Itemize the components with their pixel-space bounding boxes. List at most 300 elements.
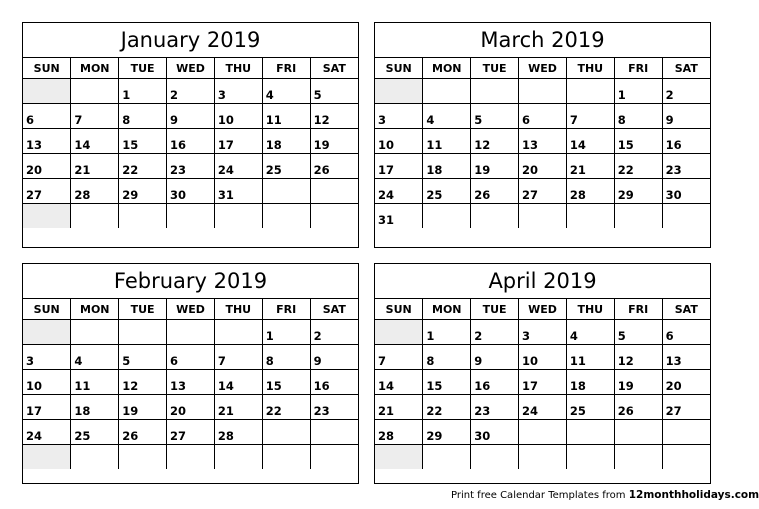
day-number: 24 (26, 429, 43, 443)
day-number: 28 (217, 429, 234, 443)
day-number: 21 (378, 404, 395, 418)
day-number: 28 (74, 188, 91, 202)
day-cell (471, 204, 519, 229)
day-cell (375, 370, 423, 395)
day-cell (71, 179, 119, 204)
day-number: 7 (378, 354, 387, 368)
day-cell (262, 129, 310, 154)
day-cell (119, 395, 167, 420)
day-cell (71, 129, 119, 154)
day-number: 19 (122, 404, 139, 418)
day-number: 3 (522, 329, 531, 343)
day-cell (566, 129, 614, 154)
day-cell (310, 445, 358, 470)
calendar-january (22, 22, 359, 248)
day-number: 23 (665, 163, 682, 177)
day-cell (310, 154, 358, 179)
day-cell (23, 104, 71, 129)
day-cell (662, 204, 710, 229)
day-cell (310, 345, 358, 370)
day-cell (262, 79, 310, 104)
day-cell (519, 204, 567, 229)
weekday-header: SAT (310, 58, 358, 79)
weekday-header-row (23, 299, 358, 320)
day-number: 14 (378, 379, 395, 393)
day-cell (423, 370, 471, 395)
day-cell (214, 104, 262, 129)
weekday-header: TUE (471, 299, 519, 320)
day-number: 19 (474, 163, 491, 177)
day-number: 16 (170, 138, 187, 152)
day-number: 2 (170, 88, 179, 102)
day-number: 28 (378, 429, 395, 443)
day-number: 18 (74, 404, 91, 418)
day-cell (471, 445, 519, 470)
day-cell (375, 345, 423, 370)
day-cell (614, 320, 662, 345)
day-cell (119, 420, 167, 445)
day-cell (423, 79, 471, 104)
day-number: 6 (665, 329, 674, 343)
day-cell (566, 320, 614, 345)
day-cell (471, 79, 519, 104)
day-cell (662, 154, 710, 179)
weekday-header: TUE (471, 58, 519, 79)
day-cell (71, 104, 119, 129)
day-number: 21 (569, 163, 586, 177)
weekday-header: WED (519, 299, 567, 320)
day-number: 15 (426, 379, 443, 393)
day-cell (167, 345, 215, 370)
weekday-header: TUE (119, 58, 167, 79)
day-number (567, 468, 614, 469)
day-number: 30 (474, 429, 491, 443)
weekday-header: SAT (310, 299, 358, 320)
day-cell (23, 320, 71, 345)
day-number: 12 (617, 354, 634, 368)
day-cell (423, 395, 471, 420)
day-number (567, 227, 614, 228)
day-cell (214, 395, 262, 420)
day-number (263, 227, 310, 228)
day-number: 23 (313, 404, 330, 418)
day-number (23, 227, 70, 228)
day-number: 24 (217, 163, 234, 177)
day-cell (262, 320, 310, 345)
day-number: 7 (74, 113, 83, 127)
day-cell (214, 370, 262, 395)
day-number: 8 (426, 354, 435, 368)
day-cell (566, 204, 614, 229)
weekday-header: THU (214, 299, 262, 320)
day-cell (71, 320, 119, 345)
day-cell (262, 395, 310, 420)
day-number (263, 468, 310, 469)
day-number: 8 (617, 113, 626, 127)
weekday-header: SUN (375, 299, 423, 320)
day-cell (423, 345, 471, 370)
day-cell (614, 129, 662, 154)
day-cell (375, 320, 423, 345)
weekday-header: SUN (375, 58, 423, 79)
footer-credit (451, 489, 759, 501)
day-cell (519, 370, 567, 395)
day-number: 21 (217, 404, 234, 418)
weekday-header: SAT (662, 299, 710, 320)
day-number (423, 227, 470, 228)
day-cell (519, 129, 567, 154)
day-number: 17 (26, 404, 43, 418)
day-number (215, 227, 262, 228)
day-cell (167, 179, 215, 204)
day-number: 17 (522, 379, 539, 393)
day-cell (167, 370, 215, 395)
day-cell (23, 370, 71, 395)
day-cell (262, 204, 310, 229)
day-cell (310, 420, 358, 445)
day-cell (167, 420, 215, 445)
day-cell (662, 129, 710, 154)
day-cell (662, 420, 710, 445)
day-number (423, 468, 470, 469)
day-number: 25 (569, 404, 586, 418)
day-number: 26 (313, 163, 330, 177)
day-number: 20 (665, 379, 682, 393)
day-cell (167, 395, 215, 420)
day-cell (423, 104, 471, 129)
day-cell (423, 204, 471, 229)
day-cell (310, 104, 358, 129)
calendar-february (22, 263, 359, 484)
day-cell (167, 129, 215, 154)
weekday-header-row (23, 58, 358, 79)
day-number (519, 468, 566, 469)
day-cell (23, 395, 71, 420)
day-number: 2 (313, 329, 322, 343)
day-number: 24 (522, 404, 539, 418)
week-row (23, 395, 358, 420)
weekday-header: SUN (23, 58, 71, 79)
day-cell (23, 179, 71, 204)
day-cell (310, 370, 358, 395)
day-number (167, 227, 214, 228)
day-cell (214, 204, 262, 229)
day-cell (662, 370, 710, 395)
day-cell (519, 104, 567, 129)
day-cell (310, 320, 358, 345)
day-number: 9 (665, 113, 674, 127)
day-number (311, 468, 358, 469)
day-cell (71, 154, 119, 179)
day-cell (214, 445, 262, 470)
week-row (23, 345, 358, 370)
day-cell (214, 320, 262, 345)
day-cell (262, 370, 310, 395)
day-number: 12 (474, 138, 491, 152)
day-number: 12 (313, 113, 330, 127)
week-row (375, 445, 710, 470)
weekday-header: SAT (662, 58, 710, 79)
week-row (375, 420, 710, 445)
day-number: 7 (217, 354, 226, 368)
day-cell (423, 129, 471, 154)
day-number: 5 (313, 88, 322, 102)
day-cell (23, 445, 71, 470)
day-number: 10 (522, 354, 539, 368)
weekday-header: MON (71, 299, 119, 320)
day-cell (614, 204, 662, 229)
day-number (663, 227, 710, 228)
day-cell (519, 154, 567, 179)
day-number: 4 (569, 329, 578, 343)
day-number: 2 (474, 329, 483, 343)
day-number: 3 (26, 354, 35, 368)
day-cell (262, 179, 310, 204)
day-cell (566, 370, 614, 395)
day-number: 4 (426, 113, 435, 127)
day-cell (423, 420, 471, 445)
day-number: 27 (170, 429, 187, 443)
day-number: 20 (26, 163, 43, 177)
day-number: 29 (617, 188, 634, 202)
day-cell (23, 129, 71, 154)
day-number: 17 (217, 138, 234, 152)
day-cell (423, 445, 471, 470)
day-number: 31 (217, 188, 234, 202)
week-row (23, 445, 358, 470)
day-number: 9 (313, 354, 322, 368)
day-number: 15 (265, 379, 282, 393)
day-cell (71, 445, 119, 470)
day-cell (375, 395, 423, 420)
day-cell (262, 445, 310, 470)
week-row (375, 154, 710, 179)
day-cell (119, 104, 167, 129)
week-row (375, 79, 710, 104)
day-cell (519, 395, 567, 420)
week-row (375, 129, 710, 154)
day-cell (471, 129, 519, 154)
day-cell (471, 420, 519, 445)
day-number: 15 (617, 138, 634, 152)
day-cell (519, 179, 567, 204)
day-number: 27 (26, 188, 43, 202)
day-cell (214, 79, 262, 104)
day-number: 29 (122, 188, 139, 202)
day-cell (566, 420, 614, 445)
day-number: 25 (426, 188, 443, 202)
day-number (311, 227, 358, 228)
day-number: 14 (217, 379, 234, 393)
week-row (375, 204, 710, 229)
weekday-header: WED (519, 58, 567, 79)
weekday-header: MON (423, 58, 471, 79)
day-number: 18 (426, 163, 443, 177)
weekday-header: MON (423, 299, 471, 320)
calendar-title: April 2019 (375, 264, 710, 299)
calendar-title: March 2019 (375, 23, 710, 58)
weekday-header-row (375, 299, 710, 320)
calendar-march (374, 22, 711, 248)
day-cell (519, 445, 567, 470)
day-number: 23 (170, 163, 187, 177)
day-number: 30 (170, 188, 187, 202)
day-number (119, 468, 166, 469)
day-number: 8 (265, 354, 274, 368)
week-row (23, 154, 358, 179)
day-number (519, 227, 566, 228)
day-number: 21 (74, 163, 91, 177)
day-cell (167, 204, 215, 229)
day-cell (423, 179, 471, 204)
day-number: 30 (665, 188, 682, 202)
day-number: 4 (74, 354, 83, 368)
day-cell (375, 154, 423, 179)
weekday-header: SUN (23, 299, 71, 320)
day-cell (471, 345, 519, 370)
day-cell (119, 179, 167, 204)
day-cell (71, 395, 119, 420)
day-cell (662, 345, 710, 370)
weekday-header: FRI (614, 58, 662, 79)
day-number (615, 227, 662, 228)
day-cell (662, 104, 710, 129)
day-cell (119, 320, 167, 345)
day-cell (310, 179, 358, 204)
day-number: 10 (217, 113, 234, 127)
day-cell (167, 104, 215, 129)
day-number: 25 (265, 163, 282, 177)
calendar-title: January 2019 (23, 23, 358, 58)
day-cell (423, 320, 471, 345)
weekday-header: MON (71, 58, 119, 79)
day-number: 10 (378, 138, 395, 152)
day-number: 18 (569, 379, 586, 393)
day-cell (614, 104, 662, 129)
week-row (23, 204, 358, 229)
day-cell (167, 445, 215, 470)
day-cell (375, 79, 423, 104)
day-cell (614, 179, 662, 204)
day-number: 14 (569, 138, 586, 152)
day-cell (71, 370, 119, 395)
day-cell (214, 154, 262, 179)
week-row (23, 320, 358, 345)
day-cell (310, 395, 358, 420)
day-number: 22 (617, 163, 634, 177)
footer-site-link[interactable]: 12monthholidays.com (628, 489, 759, 501)
day-number: 11 (265, 113, 282, 127)
day-number: 11 (569, 354, 586, 368)
day-cell (71, 345, 119, 370)
calendar-april (374, 263, 711, 484)
day-cell (471, 320, 519, 345)
day-cell (262, 420, 310, 445)
day-cell (119, 79, 167, 104)
week-row (375, 395, 710, 420)
day-number: 7 (569, 113, 578, 127)
day-number: 31 (378, 213, 395, 227)
day-number: 27 (522, 188, 539, 202)
day-number (615, 468, 662, 469)
day-number (215, 468, 262, 469)
week-row (23, 129, 358, 154)
day-cell (614, 445, 662, 470)
calendar-grid (23, 58, 358, 228)
day-cell (614, 154, 662, 179)
day-cell (423, 154, 471, 179)
day-cell (375, 445, 423, 470)
weekday-header-row (375, 58, 710, 79)
day-cell (119, 204, 167, 229)
day-cell (375, 420, 423, 445)
week-row (23, 370, 358, 395)
day-cell (262, 345, 310, 370)
day-cell (214, 345, 262, 370)
day-cell (119, 445, 167, 470)
calendar-grid (375, 58, 710, 228)
day-cell (471, 154, 519, 179)
day-number: 22 (122, 163, 139, 177)
calendar-title: February 2019 (23, 264, 358, 299)
day-number: 20 (170, 404, 187, 418)
day-cell (471, 104, 519, 129)
day-number: 18 (265, 138, 282, 152)
day-cell (262, 154, 310, 179)
day-number: 2 (665, 88, 674, 102)
day-number: 19 (617, 379, 634, 393)
day-number: 4 (265, 88, 274, 102)
footer-text: Print free Calendar Templates from (451, 490, 626, 501)
day-cell (662, 79, 710, 104)
day-number: 8 (122, 113, 131, 127)
day-number (471, 468, 518, 469)
week-row (375, 370, 710, 395)
day-cell (662, 395, 710, 420)
day-cell (262, 104, 310, 129)
day-number: 19 (313, 138, 330, 152)
weekday-header: WED (167, 58, 215, 79)
day-cell (310, 204, 358, 229)
day-cell (614, 345, 662, 370)
day-number: 5 (617, 329, 626, 343)
day-number: 25 (74, 429, 91, 443)
day-number: 22 (265, 404, 282, 418)
day-cell (375, 204, 423, 229)
day-cell (71, 79, 119, 104)
day-cell (614, 79, 662, 104)
day-cell (119, 129, 167, 154)
day-cell (23, 345, 71, 370)
week-row (23, 420, 358, 445)
week-row (375, 345, 710, 370)
day-cell (566, 179, 614, 204)
week-row (375, 104, 710, 129)
day-number: 13 (665, 354, 682, 368)
day-number: 15 (122, 138, 139, 152)
day-number: 14 (74, 138, 91, 152)
day-number (663, 468, 710, 469)
day-number: 16 (313, 379, 330, 393)
day-cell (519, 79, 567, 104)
day-cell (310, 79, 358, 104)
weekday-header: THU (566, 58, 614, 79)
day-cell (214, 129, 262, 154)
day-number (375, 468, 422, 469)
day-cell (214, 420, 262, 445)
day-number: 5 (474, 113, 483, 127)
day-cell (23, 79, 71, 104)
